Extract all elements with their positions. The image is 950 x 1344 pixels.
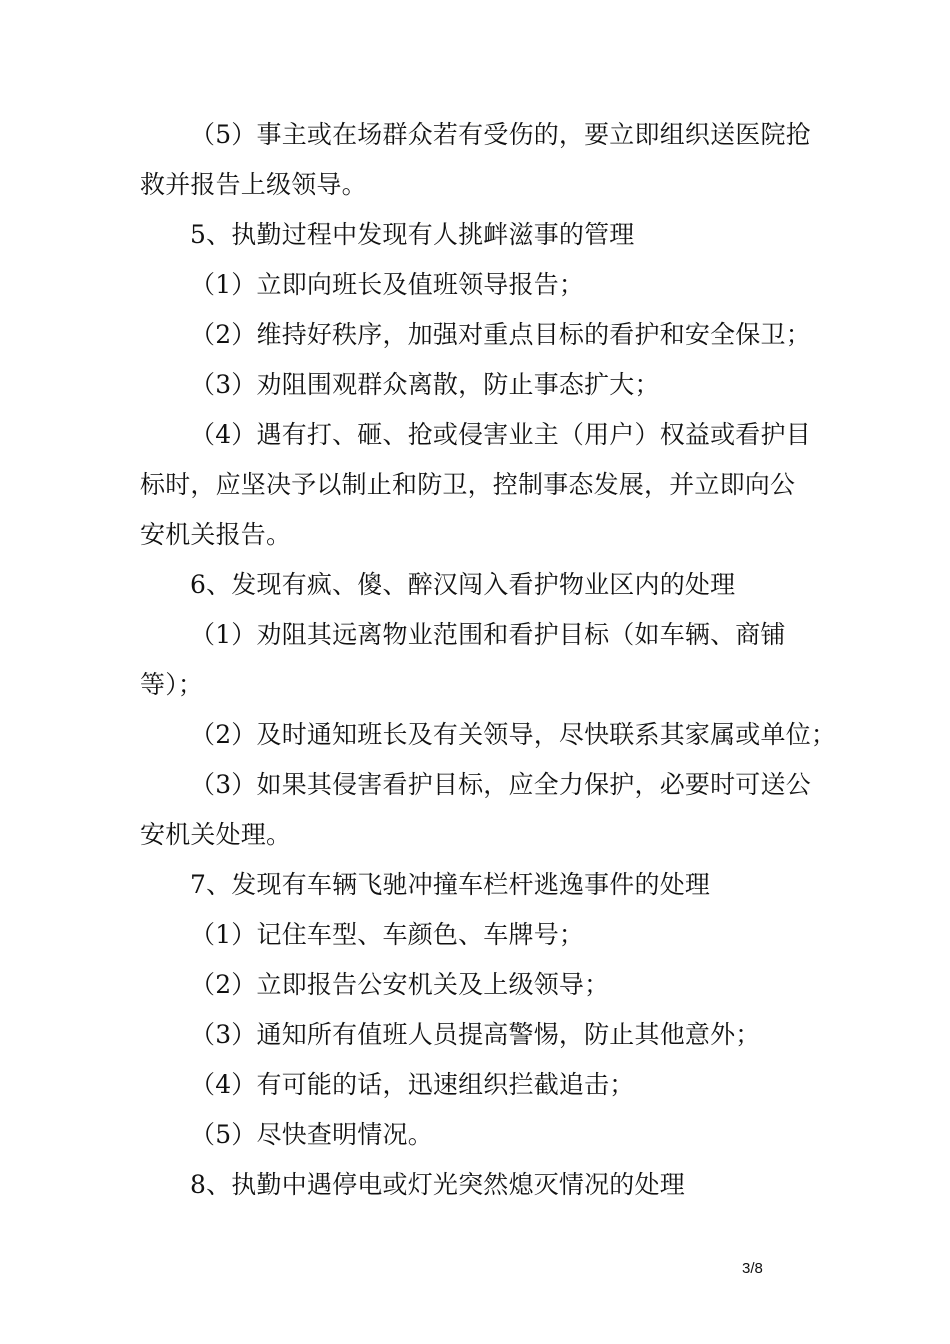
list-item: （5）尽快查明情况。 [190,1120,433,1149]
page-number: 3/8 [742,1260,763,1277]
list-item: （1）记住车型、车颜色、车牌号； [190,920,585,949]
paragraph-line: 安机关报告。 [140,520,292,549]
list-item: （1）立即向班长及值班领导报告； [190,270,585,299]
paragraph-line: 标时，应坚决予以制止和防卫，控制事态发展，并立即向公 [140,470,796,499]
list-item: （4）有可能的话，迅速组织拦截追击； [190,1070,635,1099]
list-item: （3）通知所有值班人员提高警惕，防止其他意外； [190,1020,761,1049]
list-item: （3）如果其侵害看护目标，应全力保护，必要时可送公 [190,770,811,799]
section-heading: 5、执勤过程中发现有人挑衅滋事的管理 [190,220,635,249]
paragraph-line: （5）事主或在场群众若有受伤的，要立即组织送医院抢 [190,120,811,149]
section-heading: 8、执勤中遇停电或灯光突然熄灭情况的处理 [190,1170,685,1199]
list-item: （1）劝阻其远离物业范围和看护目标（如车辆、商铺 [190,620,786,649]
list-item: （3）劝阻围观群众离散，防止事态扩大； [190,370,660,399]
list-item: （2）维持好秩序，加强对重点目标的看护和安全保卫； [190,320,811,349]
section-heading: 6、发现有疯、傻、醉汉闯入看护物业区内的处理 [190,570,736,599]
list-item: （2）立即报告公安机关及上级领导； [190,970,610,999]
paragraph-line: 救并报告上级领导。 [140,170,367,199]
list-item: （2）及时通知班长及有关领导，尽快联系其家属或单位； [190,720,837,749]
list-item: （4）遇有打、砸、抢或侵害业主（用户）权益或看护目 [190,420,811,449]
paragraph-line: 等）； [140,670,204,699]
section-heading: 7、发现有车辆飞驰冲撞车栏杆逃逸事件的处理 [190,870,711,899]
paragraph-line: 安机关处理。 [140,820,292,849]
